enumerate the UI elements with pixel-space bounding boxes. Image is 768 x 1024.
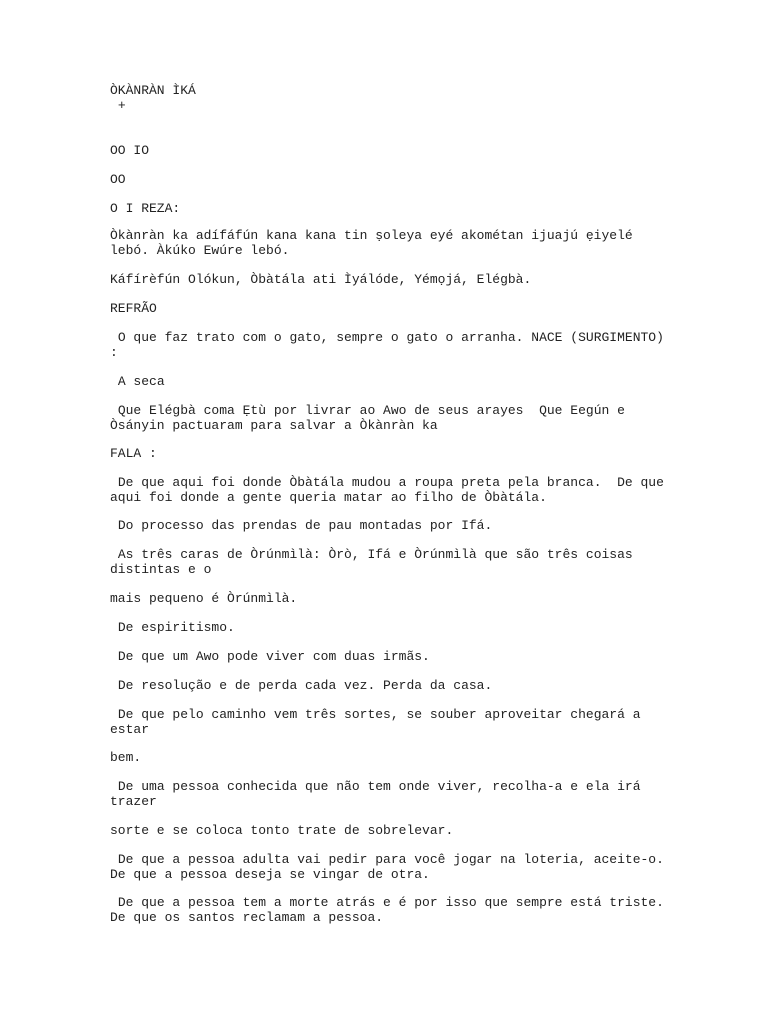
title-mark: +: [110, 98, 126, 113]
paragraph: mais pequeno é Òrúnmìlà.: [110, 591, 298, 606]
list-item: De que aqui foi donde Òbàtála mudou a roupa preta pela branca. De que aqui foi donde a gente queria matar ao filho de Òbàtála.: [110, 475, 672, 505]
list-item: De resolução e de perda cada vez. Perda da casa.: [110, 678, 493, 693]
list-item: De que um Awo pode viver com duas irmãs.: [110, 649, 430, 664]
text-line: OO: [110, 172, 126, 187]
list-item: De espiritismo.: [110, 620, 235, 635]
section-heading: O I REZA:: [110, 201, 181, 216]
document-title: ÒKÀNRÀN ÌKÁ: [110, 83, 196, 98]
list-item: A seca: [110, 374, 165, 389]
paragraph: bem.: [110, 750, 142, 765]
paragraph: sorte e se coloca tonto trate de sobrelevar.: [110, 823, 454, 838]
list-item: De que a pessoa tem a morte atrás e é por isso que sempre está triste. De que os santos reclamam a pessoa.: [110, 895, 680, 925]
list-item: Que Elégbà coma Ẹtù por livrar ao Awo de seus arayes Que Eegún e Òsányin pactuaram para salvar a Òkànràn ka: [110, 403, 633, 433]
section-heading: FALA :: [110, 446, 157, 461]
paragraph: Òkànràn ka adífáfún kana kana tin ṣoleya eyé akométan ijuajú ẹiyelé lebó. Àkúko Ewúre lebó.: [110, 228, 641, 258]
list-item: De que a pessoa adulta vai pedir para você jogar na loteria, aceite-o. De que a pessoa deseja se vingar de otra.: [110, 852, 680, 882]
list-item: As três caras de Òrúnmìlà: Òrò, Ifá e Òrúnmìlà que são três coisas distintas e o: [110, 547, 641, 577]
paragraph: Káfírèfún Olókun, Òbàtála ati Ìyálóde, Yémọjá, Elégbà.: [110, 272, 532, 287]
text-line: OO IO: [110, 143, 150, 158]
list-item: De que pelo caminho vem três sortes, se souber aproveitar chegará a estar: [110, 707, 649, 737]
list-item: Do processo das prendas de pau montadas por Ifá.: [110, 518, 493, 533]
section-heading: REFRÃO: [110, 301, 157, 316]
list-item: De uma pessoa conhecida que não tem onde viver, recolha-a e ela irá trazer: [110, 779, 649, 809]
list-item: O que faz trato com o gato, sempre o gato o arranha. NACE (SURGIMENTO) :: [110, 330, 672, 360]
